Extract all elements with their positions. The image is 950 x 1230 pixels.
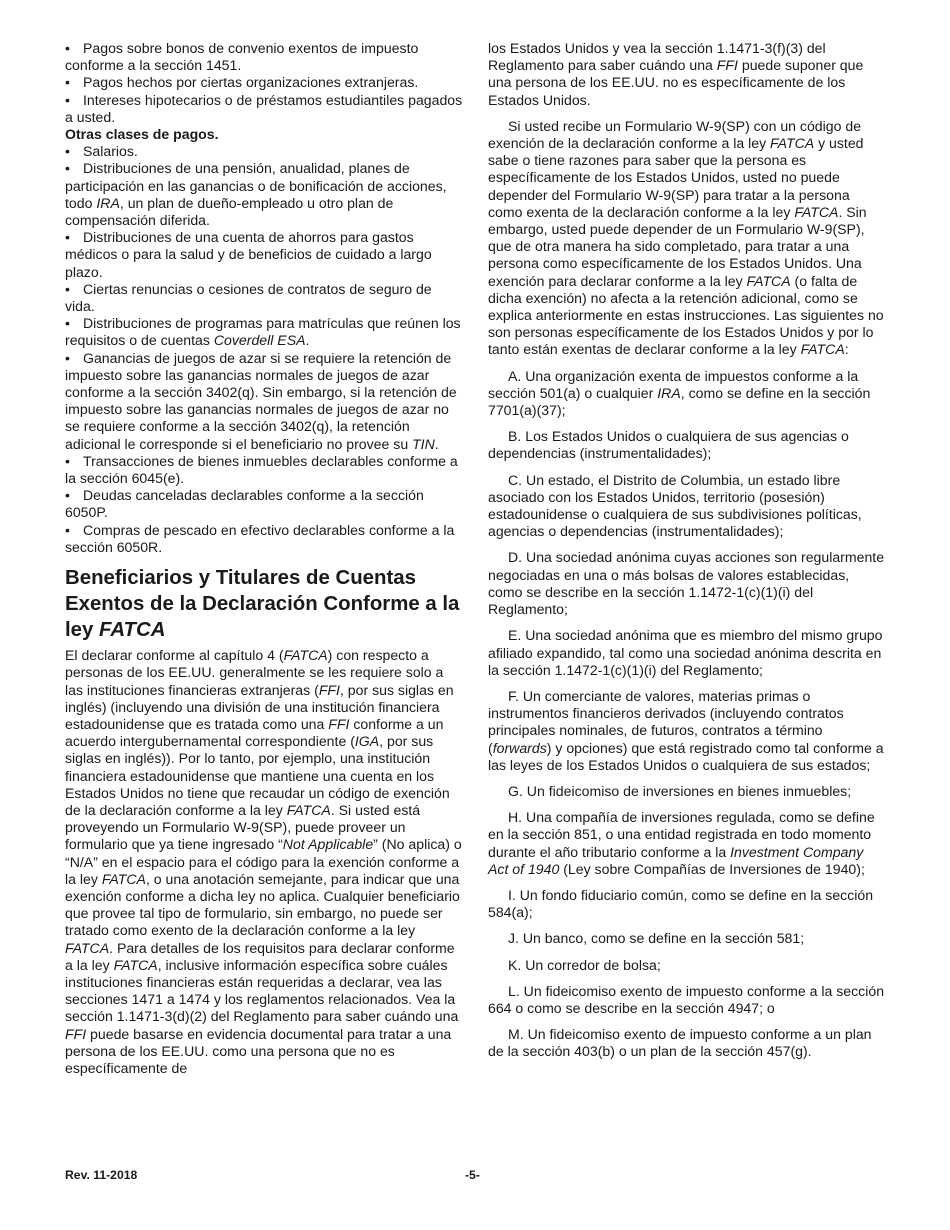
exempt-item-c: C. Un estado, el Distrito de Columbia, un estado libre asociado con los Estados Unidos, territorio (posesión) estadounidense o cualquiera de sus subdivisiones políticas, agencias o dependencias (instrumentalidades); xyxy=(488,471,862,540)
fatca-paragraph: El declarar conforme al capítulo 4 (FATCA) con respecto a personas de los EE.UU. generalmente se les requiere solo a las instituciones financieras extranjeras (FFI, por sus siglas en inglés) (incluyendo una división de una institución financiera estadounidense que es tratada como una FFI conforme a un acuerdo intergubernamental correspondiente (IGA, por sus siglas en inglés)). Por lo tanto, por ejemplo, una institución financiera estadounidense que mantiene una cuenta en los Estados Unidos no tiene que recaudar un código de exención de la declaración conforme a la ley FATCA. Si usted está proveyendo un Formulario W-9(SP), puede proveer un formulario que ya tiene ingresado “Not Applicable” (No aplica) o “N/A” en el espacio para el código para la exención conforme a la ley FATCA, o una anotación semejante, para indicar que una exención conforme a dicha ley no aplica. Cualquier beneficiario que provee tal tipo de formulario, sin embargo, no puede ser tratado como exento de la declaración conforme a la ley FATCA. Para detalles de los requisitos para declarar conforme a la ley FATCA, inclusive información específica sobre cuáles instituciones financieras están requeridas a declarar, vea las secciones 1471 a 1474 y los reglamentos relacionados. Vea la sección 1.1471-3(d)(2) del Reglamento para saber cuándo una FFI puede basarse en evidencia documental para tratar a una persona de los EE.UU. como una persona que no es específicamente de xyxy=(65,647,462,1076)
exempt-item-a: A. Una organización exenta de impuestos conforme a la sección 501(a) o cualquier IRA, como se define en la sección 7701(a)(37); xyxy=(488,367,871,419)
exempt-item-i: I. Un fondo fiduciario común, como se define en la sección 584(a); xyxy=(488,886,874,921)
exempt-item-h: H. Una compañía de inversiones regulada, como se define en la sección 851, o una entidad registrada en todo momento durante el año tributario conforme a la Investment Company Act of 1940 (Ley sobre Compañías de Inversiones de 1940); xyxy=(488,809,875,877)
exempt-item-g: G. Un fideicomiso de inversiones en bienes inmuebles; xyxy=(508,782,852,799)
bullet-item: • Pagos sobre bonos de convenio exentos de impuesto conforme a la sección 1451. xyxy=(65,40,419,74)
left-column xyxy=(65,40,465,1077)
exempt-item-e: E. Una sociedad anónima que es miembro del mismo grupo afiliado expandido, tal como una sociedad anónima descrita en la sección 1.1472-1(c)(1)(i) del Reglamento; xyxy=(488,627,883,678)
exempt-item-f: F. Un comerciante de valores, materias primas o instrumentos financieros derivados (incluyendo contratos principales nominales, de futuros, contratos a término (forwards) y opciones) que está registrado como tal conforme a las leyes de los Estados Unidos o cualquiera de sus estados; xyxy=(488,687,884,773)
bullet-item: • Pagos hechos por ciertas organizaciones extranjeras. xyxy=(65,74,419,91)
page-number: -5- xyxy=(465,1168,480,1182)
bullet-item: • Ciertas renuncias o cesiones de contratos de seguro de vida. xyxy=(65,280,432,315)
exempt-item-b: B. Los Estados Unidos o cualquiera de sus agencias o dependencias (instrumentalidades); xyxy=(488,428,849,462)
exempt-item-m: M. Un fideicomiso exento de impuesto conforme a un plan de la sección 403(b) o un plan de la sección 457(g). xyxy=(488,1026,872,1060)
bullet-item: • Intereses hipotecarios o de préstamos estudiantiles pagados a usted. xyxy=(65,91,463,125)
right-column xyxy=(488,40,886,1061)
exempt-item-k: K. Un corredor de bolsa; xyxy=(508,956,661,973)
bullet-item: • Distribuciones de una cuenta de ahorros para gastos médicos o para la salud y de beneficios de cuidado a largo plazo. xyxy=(65,229,432,280)
exempt-item-d: D. Una sociedad anónima cuyas acciones son regularmente negociadas en una o más bolsas de valores establecidas, como se describe en la sección 1.1472-1(c)(1)(i) del Reglamento; xyxy=(488,549,885,618)
paragraph-continued: los Estados Unidos y vea la sección 1.1471-3(f)(3) del Reglamento para saber cuándo una FFI puede suponer que una persona de los EE.UU. no es específicamente de los Estados Unidos. xyxy=(488,40,864,108)
exempt-item-l: L. Un fideicomiso exento de impuesto conforme a la sección 664 o como se describe en la sección 4947; o xyxy=(488,982,885,1016)
revision-label: Rev. 11-2018 xyxy=(65,1168,138,1182)
bullet-item: • Transacciones de bienes inmuebles declarables conforme a la sección 6045(e). xyxy=(65,452,458,487)
bullet-item: • Distribuciones de programas para matrículas que reúnen los requisitos o de cuentas Coverdell ESA. xyxy=(65,315,461,349)
bullet-item: • Ganancias de juegos de azar si se requiere la retención de impuesto sobre las ganancias normales de juegos de azar conforme a la sección 3402(q). Sin embargo, si la retención de impuesto sobre las ganancias normales de juegos de azar no se requiere conforme a la sección 3402(q), la retención adicional le corresponde si el beneficiario no provee su TIN. xyxy=(65,349,457,452)
section-heading: Beneficiarios y Titulares de Cuentas Exentos de la Declaración Conforme a la ley FATCA xyxy=(65,567,460,642)
bullet-item: • Compras de pescado en efectivo declarables conforme a la sección 6050R. xyxy=(65,521,455,555)
exempt-item-j: J. Un banco, como se define en la sección 581; xyxy=(508,930,805,947)
bullet-item: • Salarios. xyxy=(65,143,138,160)
bullet-item: • Distribuciones de una pensión, anualidad, planes de participación en las ganancias o de bonificación de acciones, todo IRA, un plan de dueño-empleado u otro plan de compensación diferida. xyxy=(65,160,447,229)
bullet-item: • Deudas canceladas declarables conforme a la sección 6050P. xyxy=(65,487,424,521)
paragraph-w9sp: Si usted recibe un Formulario W-9(SP) con un código de exención de la declaración conforme a la ley FATCA y usted sabe o tiene razones para saber que la persona es específicamente de los Estados Unidos, usted no puede depender del Formulario W-9(SP) para tratar a la persona como exenta de la declaración conforme a la ley FATCA. Sin embargo, usted puede depender de un Formulario W-9(SP), que de otra manera ha sido completado, para tratar a una persona como específicamente de los Estados Unidos. Una exención para declarar conforme a la ley FATCA (o falta de dicha exención) no afecta a la retención adicional, como se explica anteriormente en estas instrucciones. Las siguientes no son personas específicamente de los Estados Unidos y por lo tanto están exentas de declarar conforme a la ley FATCA: xyxy=(488,117,884,358)
other-payments-heading: Otras clases de pagos. xyxy=(65,126,219,143)
